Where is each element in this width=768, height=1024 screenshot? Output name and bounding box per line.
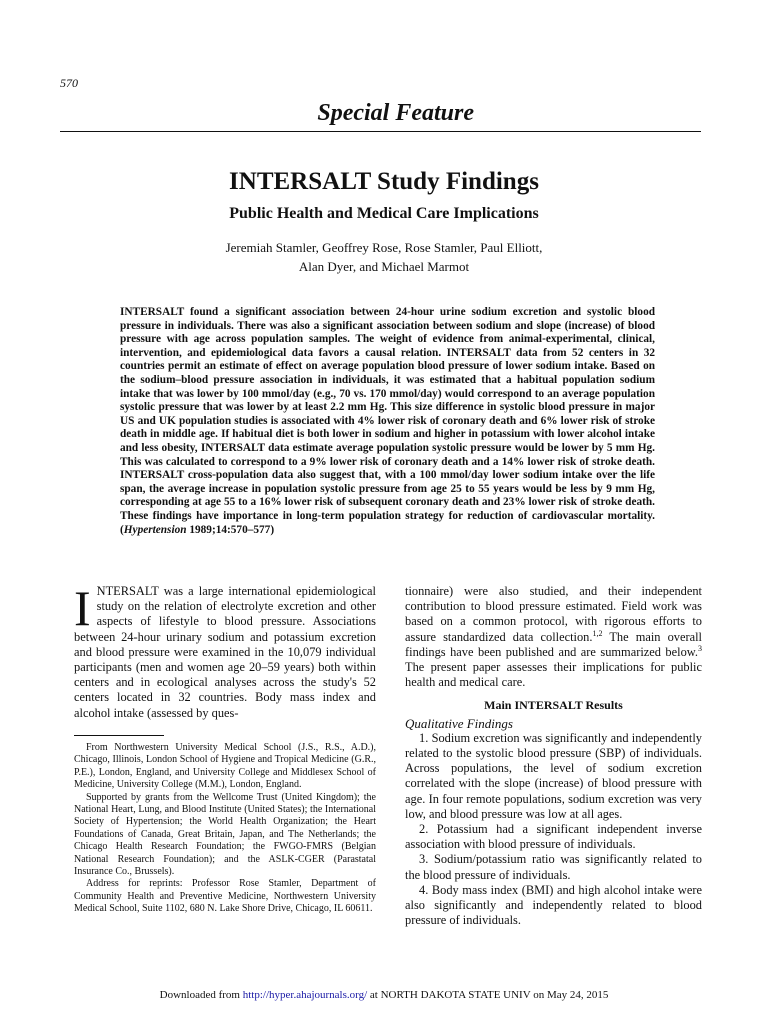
- footnotes: [74, 742, 376, 916]
- abstract-citation: 1989;14:570–577): [189, 523, 275, 536]
- authors: [0, 238, 768, 276]
- download-suffix: at NORTH DAKOTA STATE UNIV on May 24, 2015: [367, 989, 609, 1001]
- abstract: [120, 306, 655, 537]
- section-rule: [60, 131, 701, 132]
- intro-right-part-b: The main overall findings have been published and are summarized below.: [405, 629, 702, 659]
- footnote-rule: [74, 735, 164, 736]
- abstract-text: INTERSALT found a significant association between 24-hour urine sodium excretion and systolic blood pressure in individuals. There was also a significant association between sodium and slope (increase) of blood pressure with age across population samples. The weight of evidence from animal-experimental, clinical, intervention, and epidemiological data favors a causal relation. INTERSALT data from 52 centers in 32 countries permit an estimate of effect on average population blood pressure of lower sodium intake. Based on the sodium–blood pressure association in individuals, it was estimated that a habitual population sodium intake that was lower by 100 mmol/day (e.g., 70 vs. 170 mmol/day) would correspond to an average population systolic pressure that was lower by at least 2.2 mm Hg. This size difference in systolic blood pressure in major US and UK population studies is associated with 4% lower risk of coronary death and 6% lower risk of stroke death in middle age. If habitual diet is both lower in sodium and higher in potassium with lower alcohol intake and less obesity, INTERSALT data estimate average population systolic pressure would be lower by 5 mm Hg. This was calculated to correspond to a 9% lower risk of coronary death and a 14% lower risk of stroke death. INTERSALT cross-population data also suggest that, with a 100 mmol/day lower sodium intake over the life span, the average increase in population systolic pressure from age 25 to 55 years would be less by 9 mm Hg, corresponding at age 55 to a 16% lower risk of subsequent coronary death and 23% lower risk of stroke death. These findings have importance in long-term population strategy for reduction of cardiovascular mortality.: [120, 306, 655, 522]
- authors-line-2: Alan Dyer, and Michael Marmot: [298, 259, 470, 274]
- intro-text-right: [405, 584, 702, 690]
- qualitative-heading: Qualitative Findings: [405, 715, 513, 731]
- finding-4: 4. Body mass index (BMI) and high alcohol intake were also significantly and independently related to blood pressure of individuals.: [405, 882, 702, 928]
- download-notice: [0, 989, 768, 1001]
- finding-1: 1. Sodium excretion was significantly and independently related to the systolic blood pressure (SBP) of individuals. Across populations, the level of sodium excretion correlated with the slope (increase) of blood pressure with age. In four remote populations, sodium excretion was very low, and blood pressure was low at all ages.: [405, 730, 702, 821]
- footnote-reprints: Address for reprints: Professor Rose Stamler, Department of Community Health and Preventive Medicine, Northwestern University Medical School, Suite 1102, 680 N. Lake Shore Drive, Chicago, IL 60611.: [74, 878, 376, 915]
- right-column: [405, 584, 702, 928]
- drop-cap: I: [74, 580, 91, 636]
- intro-right-part-a: tionnaire) were also studied, and their independent contribution to blood pressure estimated. Field work was based on a common protocol, with rigorous efforts to assure standardized data collection.: [405, 584, 702, 644]
- page-number: 570: [60, 76, 78, 90]
- authors-line-1: Jeremiah Stamler, Geoffrey Rose, Rose Stamler, Paul Elliott,: [225, 240, 543, 255]
- abstract-citation-journal: Hypertension: [123, 523, 187, 536]
- article-title: INTERSALT Study Findings: [229, 168, 539, 195]
- citation-3: 3: [698, 643, 702, 653]
- finding-3: 3. Sodium/potassium ratio was significantly related to the blood pressure of individuals.: [405, 852, 702, 882]
- footnote-affiliations: From Northwestern University Medical School (J.S., R.S., A.D.), Chicago, Illinois, London School of Hygiene and Tropical Medicine (G.R., P.E.), London, England, and University College and Middlesex School of Medicine, University College (M.M.), London, England.: [74, 742, 376, 791]
- article-subtitle: Public Health and Medical Care Implications: [229, 205, 539, 222]
- intro-right-part-c: The present paper assesses their implications for public health and medical care.: [405, 660, 702, 690]
- footnote-support: Supported by grants from the Wellcome Trust (United Kingdom); the National Heart, Lung, and Blood Institute (United States); the International Society of Hypertension; the World Health Organization; the Heart Foundations of Canada, Great Britain, Japan, and The Netherlands; the Chicago Health Research Foundation; the FWGO-FMRS (Belgian National Research Foundation); and the ASLK-CGER (Parastatal Insurance Co., Brussels).: [74, 791, 376, 878]
- intro-left-column: [74, 580, 376, 721]
- results-heading: Main INTERSALT Results: [484, 698, 623, 713]
- section-title: Special Feature: [317, 100, 474, 126]
- download-prefix: Downloaded from: [159, 989, 243, 1001]
- abstract-citation-open: (: [120, 523, 124, 536]
- intro-text-left: NTERSALT was a large international epidemiological study on the relation of electrolyte excretion and other aspects of lifestyle to blood pressure. Associations between 24-hour urinary sodium and potassium excretion and blood pressure were examined in the 10,079 individual participants (men and women age 20–59 years) both within centers and in ecological analyses across the study's 52 centers located in 32 countries. Body mass index and alcohol intake (assessed by ques-: [74, 584, 376, 720]
- journal-link[interactable]: http://hyper.ahajournals.org/: [242, 989, 368, 1001]
- finding-2: 2. Potassium had a significant independent inverse association with blood pressure of individuals.: [405, 822, 702, 852]
- citation-1-2: 1,2: [592, 628, 603, 638]
